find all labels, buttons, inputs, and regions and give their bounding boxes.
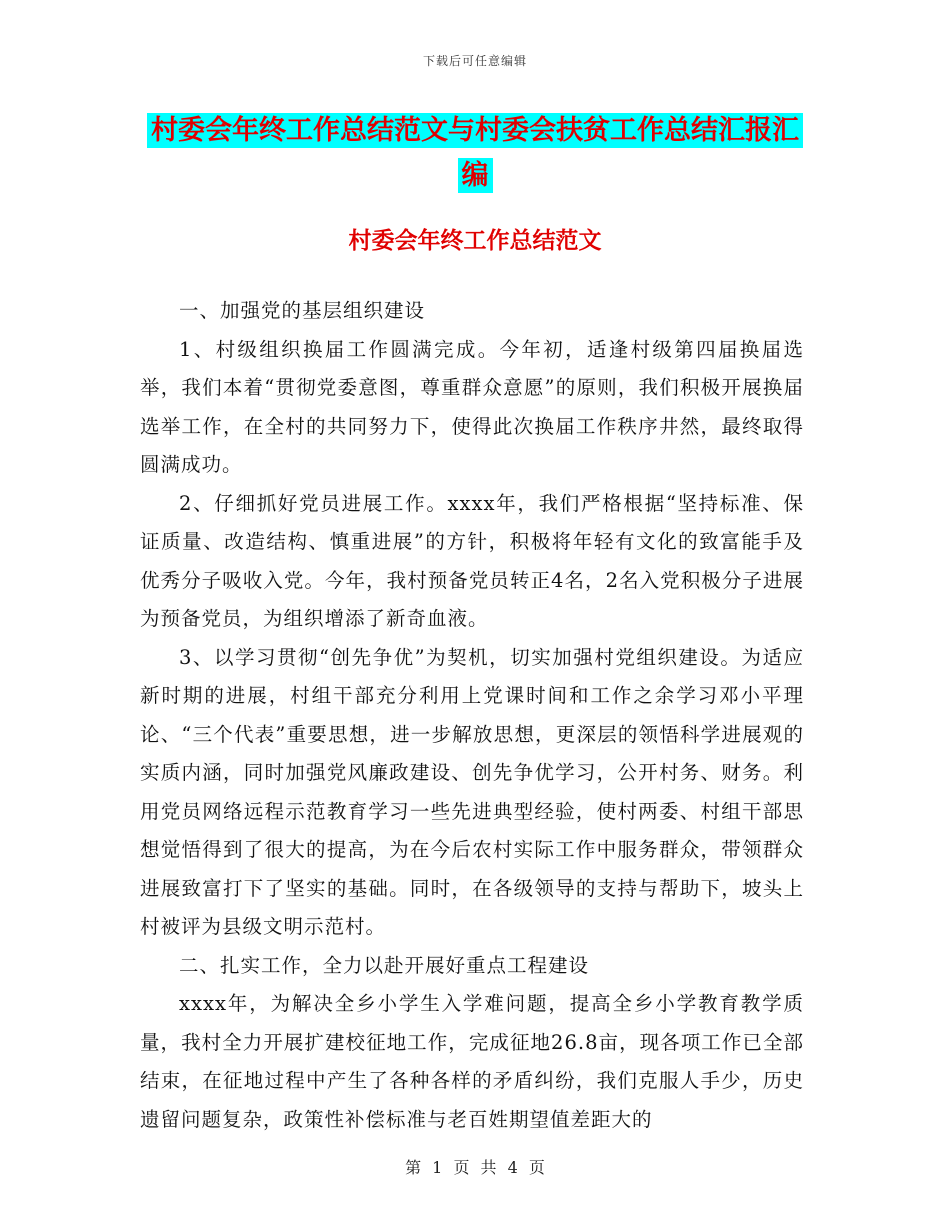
page-footer: 第 1 页 共 4 页 <box>405 1158 545 1177</box>
document-body <box>140 292 804 1139</box>
section-title: 村委会年终工作总结范文 <box>348 227 602 254</box>
paragraph: 3、以学习贯彻“创先争优”为契机，切实加强村党组织建设。为适应新时期的进展，村组干部充分利用上党课时间和工作之余学习邓小平理论、“三个代表”重要思想，进一步解放思想，更深层的领悟科学进展观的实质内涵，同时加强党风廉政建设、创先争优学习，公开村务、财务。利用党员网络远程示范教育学习一些先进典型经验，使村两委、村组干部思想觉悟得到了很大的提高，为在今后农村实际工作中服务群众，带领群众进展致富打下了坚实的基础。同时，在各级领导的支持与帮助下，坡头上村被评为县级文明示范村。 <box>140 645 804 938</box>
paragraph: 一、加强党的基层组织建设 <box>179 299 426 322</box>
document-title <box>140 108 810 198</box>
paragraph: xxxx年，为解决全乡小学生入学难问题，提高全乡小学教育教学质量，我村全力开展扩建校征地工作，完成征地26.8亩，现各项工作已全部结束，在征地过程中产生了各种各样的矛盾纠纷，我们克服人手少，历史遗留问题复杂，政策性补偿标准与老百姓期望值差距大的 <box>140 992 804 1131</box>
paragraph: 二、扎实工作，全力以赴开展好重点工程建设 <box>179 953 590 977</box>
header-note: 下载后可任意编辑 <box>422 54 527 68</box>
paragraph: 1、村级组织换届工作圆满完成。今年初，适逢村级第四届换届选举，我们本着“贯彻党委意图，尊重群众意愿”的原则，我们积极开展换届选举工作，在全村的共同努力下，使得此次换届工作秩序井然，最终取得圆满成功。 <box>140 337 804 476</box>
document-title-text: 村委会年终工作总结范文与村委会扶贫工作总结汇报汇编 <box>147 113 803 193</box>
paragraph: 2、仔细抓好党员进展工作。xxxx年，我们严格根据“坚持标准、保证质量、改造结构、慎重进展”的方针，积极将年轻有文化的致富能手及优秀分子吸收入党。今年，我村预备党员转正4名，2名入党积极分子进展为预备党员，为组织增添了新奇血液。 <box>140 491 804 630</box>
